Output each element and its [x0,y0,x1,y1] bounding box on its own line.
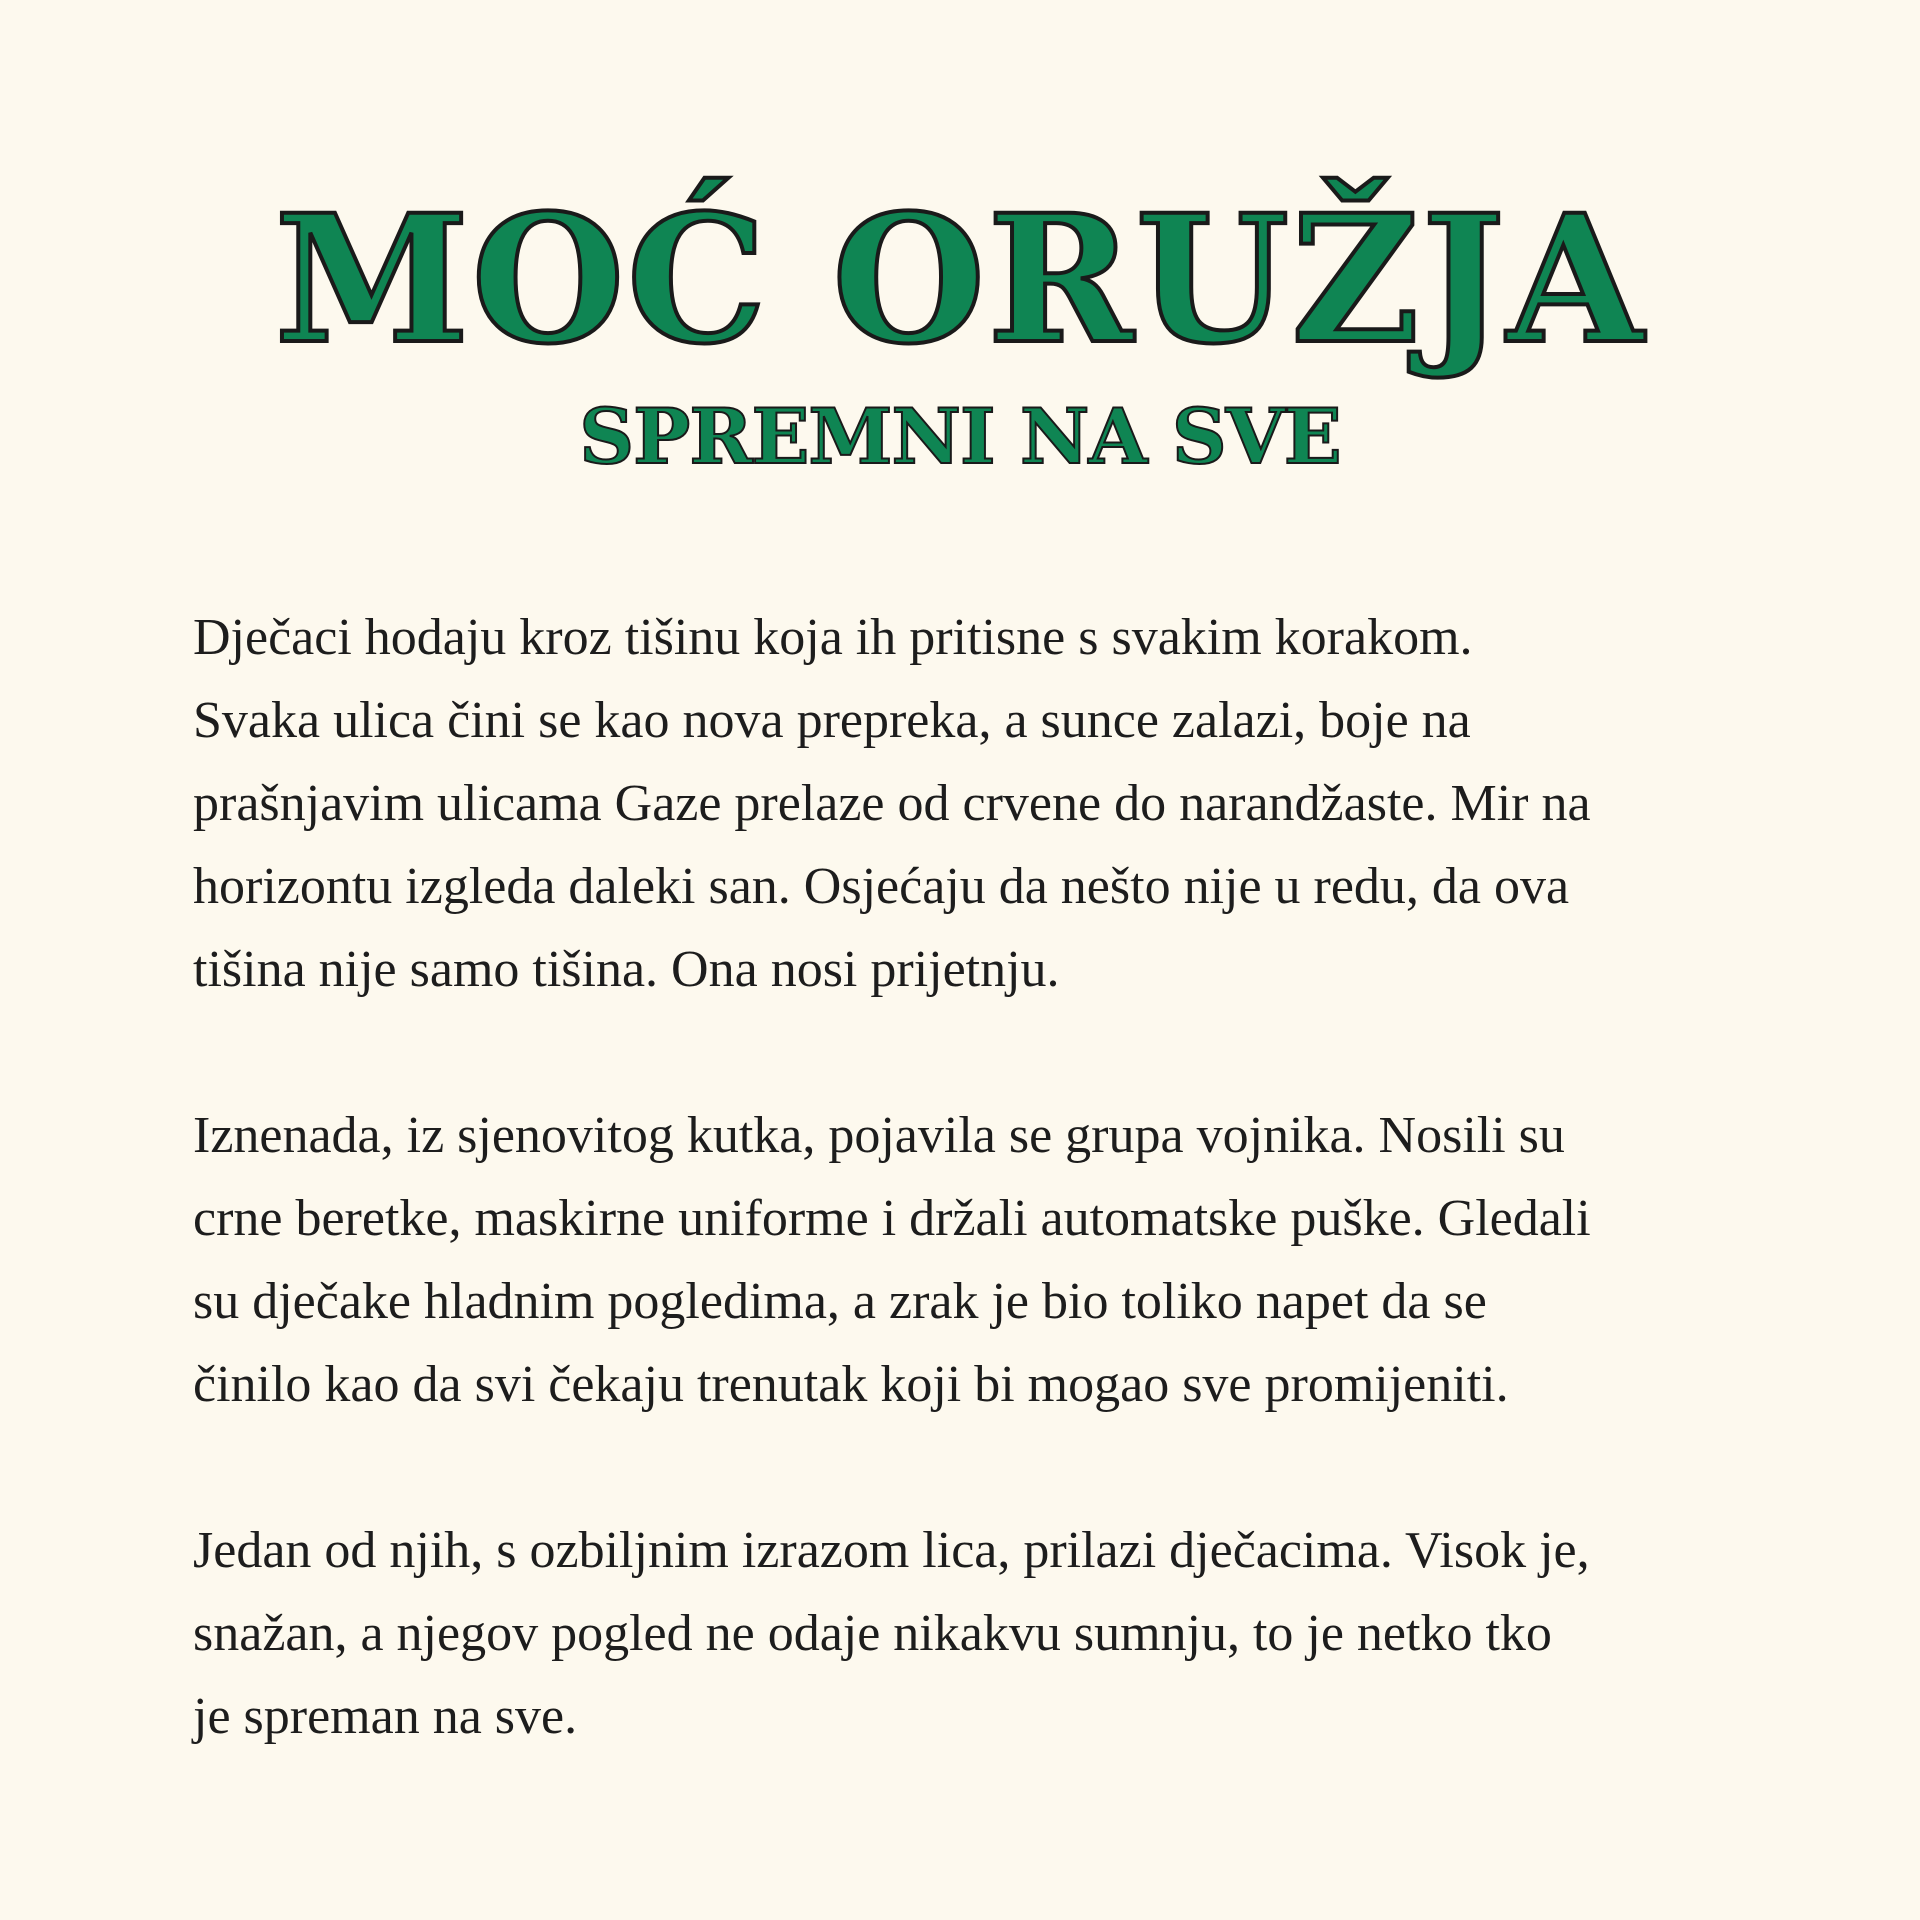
text-line: snažan, a njegov pogled ne odaje nikakvu sumnju, to je netko tko [193,1605,1552,1662]
text-line: tišina nije samo tišina. Ona nosi prijetnju. [193,941,1060,998]
text-line: crne beretke, maskirne uniforme i držali automatske puške. Gledali [193,1190,1591,1247]
text-line: horizontu izgleda daleki san. Osjećaju da nešto nije u redu, da ova [193,858,1570,915]
text-line: Svaka ulica čini se kao nova prepreka, a sunce zalazi, boje na [193,692,1471,749]
story-text [193,596,1773,1758]
page-title: MOĆ ORUŽJA [274,176,1646,383]
text-line: su dječake hladnim pogledima, a zrak je bio toliko napet da se [193,1273,1487,1330]
paragraph-1 [193,596,1773,1011]
text-line: je spreman na sve. [193,1688,578,1745]
page-subtitle: SPREMNI NA SVE [579,392,1341,481]
text-line: prašnjavim ulicama Gaze prelaze od crvene do narandžaste. Mir na [193,775,1591,832]
paragraph-3 [193,1509,1773,1758]
text-line: Iznenada, iz sjenovitog kutka, pojavila se grupa vojnika. Nosili su [193,1107,1565,1164]
text-line: Dječaci hodaju kroz tišinu koja ih pritisne s svakim korakom. [193,609,1473,666]
text-line: činilo kao da svi čekaju trenutak koji bi mogao sve promijeniti. [193,1356,1509,1413]
text-line: Jedan od njih, s ozbiljnim izrazom lica, prilazi dječacima. Visok je, [193,1522,1590,1579]
paragraph-2 [193,1094,1773,1426]
